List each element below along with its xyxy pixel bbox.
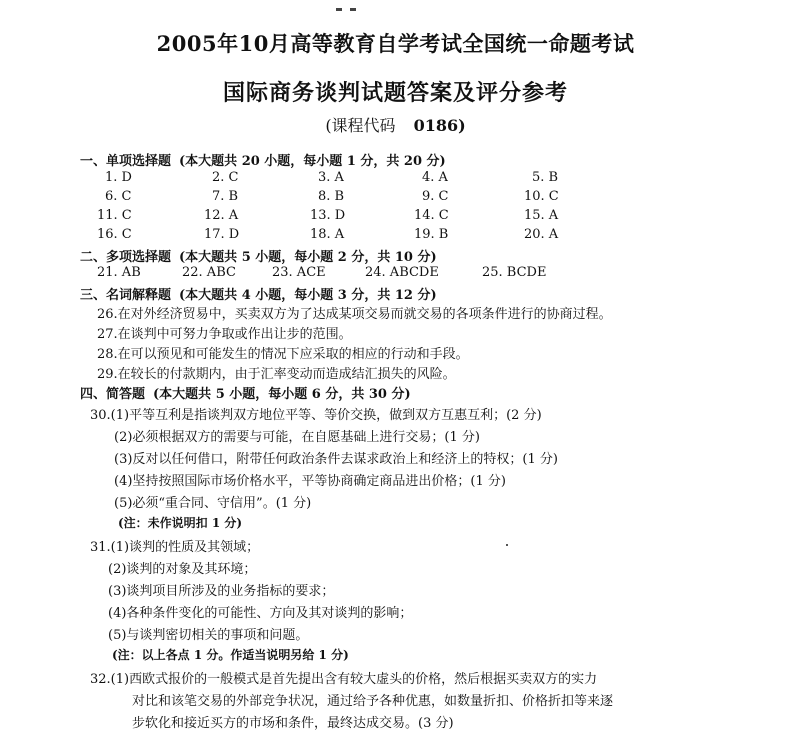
answer-item: 13. D (310, 208, 346, 223)
answer-32-line: 对比和该笔交易的外部竞争状况，通过给予各种优惠，如数量折扣、价格折扣等来逐 (132, 694, 614, 709)
answer-item: 5. B (532, 170, 559, 185)
section-3-heading (80, 284, 437, 303)
answer-item: 6. C (105, 189, 132, 204)
answer-item: 3. A (318, 170, 344, 185)
answer-30-line: (4)坚持按照国际市场价格水平，平等协商确定商品进出价格；(1 分) (114, 474, 506, 489)
answer-31-line: (3)谈判项目所涉及的业务指标的要求； (108, 584, 335, 599)
answer-item: 8. B (318, 189, 345, 204)
section-2-note: (本大题共 5 小题，每小题 2 分，共 10 分) (179, 250, 437, 265)
answer-item: 22. ABC (182, 265, 236, 280)
course-code-value: 0186) (413, 116, 466, 135)
answer-item: 25. BCDE (482, 265, 547, 280)
scan-speck (336, 8, 342, 11)
scan-speck (506, 544, 508, 546)
section-2-heading (80, 246, 437, 265)
document-title: 国际商务谈判试题答案及评分参考 (222, 80, 568, 106)
section-3-note: (本大题共 4 小题，每小题 3 分，共 12 分) (179, 288, 437, 303)
section-1-note: (本大题共 20 小题，每小题 1 分，共 20 分) (179, 154, 446, 169)
section-4-heading (80, 383, 411, 402)
section-1-title: 一、单项选择题 (80, 154, 172, 169)
exam-title: 2005年10月高等教育自学考试全国统一命题考试 (156, 31, 635, 56)
answer-item: 19. B (414, 227, 449, 242)
answer-item: 10. C (524, 189, 559, 204)
answer-item: 23. ACE (272, 265, 326, 280)
answer-row (0, 208, 791, 226)
course-code (0, 113, 791, 136)
answer-item: 9. C (422, 189, 449, 204)
definition-29: 29.在较长的付款期内，由于汇率变动而造成结汇损失的风险。 (97, 367, 456, 382)
answer-row (0, 265, 791, 283)
answer-item: 20. A (524, 227, 559, 242)
answer-31-line: (5)与谈判密切相关的事项和问题。 (108, 628, 309, 643)
answer-31-note: (注：以上各点 1 分。作适当说明另给 1 分) (112, 648, 349, 662)
definition-27: 27.在谈判中可努力争取或作出让步的范围。 (97, 327, 352, 342)
section-4-title: 四、简答题 (80, 387, 146, 402)
answer-30-note: (注：未作说明扣 1 分) (118, 516, 243, 530)
answer-row (0, 189, 791, 207)
section-2-title: 二、多项选择题 (80, 250, 172, 265)
answer-32-line: 步软化和接近买方的市场和条件，最终达成交易。(3 分) (132, 716, 454, 731)
answer-item: 16. C (97, 227, 132, 242)
answer-item: 15. A (524, 208, 559, 223)
definition-26: 26.在对外经济贸易中，买卖双方为了达成某项交易而就交易的各项条件进行的协商过程。 (97, 307, 612, 322)
section-4-note: (本大题共 5 小题，每小题 6 分，共 30 分) (153, 387, 411, 402)
answer-item: 18. A (310, 227, 345, 242)
answer-row (0, 170, 791, 188)
answer-item: 14. C (414, 208, 449, 223)
answer-31-line: 31.(1)谈判的性质及其领域； (90, 540, 260, 555)
definition-28: 28.在可以预见和可能发生的情况下应采取的相应的行动和手段。 (97, 347, 469, 362)
answer-item: 11. C (97, 208, 132, 223)
answer-row (0, 227, 791, 245)
answer-item: 12. A (204, 208, 239, 223)
answer-30-line: (3)反对以任何借口，附带任何政治条件去谋求政治上和经济上的特权；(1 分) (114, 452, 558, 467)
course-code-label: (课程代码 (325, 116, 396, 135)
answer-31-line: (4)各种条件变化的可能性、方向及其对谈判的影响； (108, 606, 413, 621)
answer-item: 2. C (212, 170, 239, 185)
answer-32-line: 32.(1)西欧式报价的一般模式是首先提出含有较大虚头的价格，然后根据买卖双方的实力 (90, 672, 598, 687)
answer-30-line: (2)必须根据双方的需要与可能，在自愿基础上进行交易；(1 分) (114, 430, 480, 445)
answer-item: 4. A (422, 170, 448, 185)
answer-item: 17. D (204, 227, 240, 242)
scan-speck (350, 8, 356, 11)
section-1-heading (80, 150, 446, 169)
answer-item: 7. B (212, 189, 239, 204)
answer-31-line: (2)谈判的对象及其环境； (108, 562, 257, 577)
answer-30-line: 30.(1)平等互利是指谈判双方地位平等、等价交换，做到双方互惠互利；(2 分) (90, 408, 542, 423)
answer-item: 1. D (105, 170, 132, 185)
answer-item: 24. ABCDE (365, 265, 439, 280)
answer-30-line: (5)必须“重合同、守信用”。(1 分) (114, 496, 312, 511)
section-3-title: 三、名词解释题 (80, 288, 172, 303)
answer-item: 21. AB (97, 265, 141, 280)
